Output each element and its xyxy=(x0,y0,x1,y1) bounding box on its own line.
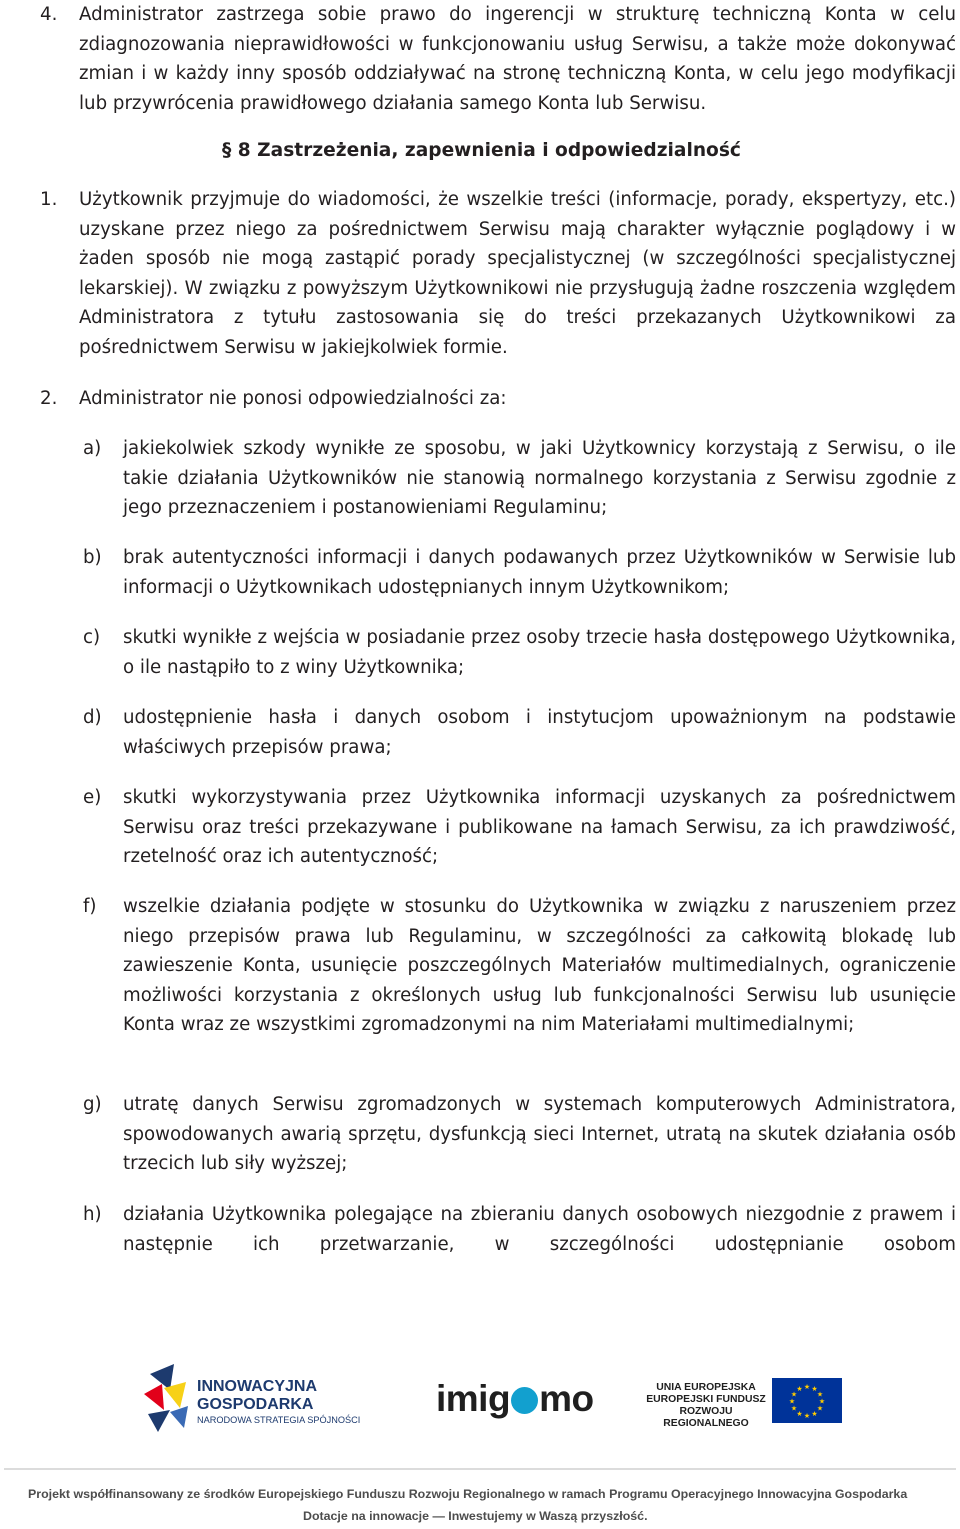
paragraph-text: Administrator nie ponosi odpowiedzialności za: xyxy=(79,388,507,409)
imigomo-dot-icon xyxy=(511,1387,538,1414)
imigomo-text-part-1: imig xyxy=(436,1378,511,1419)
svg-text:★: ★ xyxy=(796,1410,803,1418)
list-item-text: jakiekolwiek szkody wynikłe ze sposobu, w jaki Użytkownicy korzystają z Serwisu, o ile takie działania Użytkowników nie stanowią normalnego korzystania z Serwisu zgodnie z jego przeznaczeniem i postanowieniami Regulaminu; xyxy=(123,438,956,519)
list-item-b xyxy=(83,543,956,602)
eu-logo xyxy=(644,1378,844,1438)
paragraph-text: Użytkownik przyjmuje do wiadomości, że wszelkie treści (informacje, porady, ekspertyzy, etc.) uzyskane przez niego za pośrednictwem Serwisu mają charakter wyłącznie poglądowy i w żaden sposób nie mogą zastąpić porady specjalistycznej (w szczególności specjalistycznej lekarskiej). W związku z powyższym Użytkownikowi nie przysługują żadne roszczenia względem Administratora z tytułu zastosowania się do treści przekazanych Użytkownikowi za pośrednictwem Serwisu w jakiejkolwiek formie. xyxy=(79,189,956,358)
list-item-c xyxy=(83,623,956,682)
svg-text:★: ★ xyxy=(803,1412,811,1420)
footer-line-1: Projekt współfinansowany ze środków Europejskiego Funduszu Rozwoju Regionalnego w ramach Programu Operacyjnego Innowacyjna Gospodarka xyxy=(28,1487,908,1501)
list-item-label: e) xyxy=(83,787,102,808)
svg-text:★: ★ xyxy=(790,1404,798,1413)
svg-text:★: ★ xyxy=(796,1385,803,1393)
innowacyjna-line-2: GOSPODARKA xyxy=(197,1396,314,1413)
innowacyjna-line-1: INNOWACYJNA xyxy=(197,1378,318,1395)
list-item-d xyxy=(83,703,956,762)
imigomo-text-part-2: mo xyxy=(539,1378,594,1419)
paragraph-number: 1. xyxy=(40,189,58,210)
eu-text xyxy=(644,1382,768,1430)
list-item-e xyxy=(83,783,956,872)
eu-line-1: UNIA EUROPEJSKA xyxy=(656,1382,756,1393)
eu-flag-icon xyxy=(772,1378,842,1423)
paragraph-number: 2. xyxy=(40,388,58,409)
svg-text:★: ★ xyxy=(811,1385,818,1393)
list-item-text: działania Użytkownika polegające na zbieraniu danych osobowych niezgodnie z prawem i następnie ich przetwarzanie, w szczególności udostępnianie osobom xyxy=(123,1204,956,1255)
section-heading: § 8 Zastrzeżenia, zapewnienia i odpowiedzialność xyxy=(222,140,741,161)
list-item-text: utratę danych Serwisu zgromadzonych w systemach komputerowych Administratora, spowodowanych awarią sprzętu, dysfunkcją sieci Internet, utratą na skutek działania osób trzecich lub siły wyższej; xyxy=(123,1094,956,1175)
list-item-text: skutki wykorzystywania przez Użytkownika informacji uzyskanych za pośrednictwem Serwisu oraz treści przekazywane i publikowane na łamach Serwisu, za ich prawdziwość, rzetelność oraz ich autentyczność; xyxy=(123,787,956,868)
innowacyjna-gospodarka-logo xyxy=(140,1360,361,1435)
paragraph-1 xyxy=(40,185,956,363)
svg-text:★: ★ xyxy=(790,1390,798,1399)
svg-text:★: ★ xyxy=(803,1383,811,1391)
imigomo-logo xyxy=(436,1378,594,1420)
list-item-label: d) xyxy=(83,707,102,728)
eu-line-2: EUROPEJSKI FUNDUSZ xyxy=(646,1394,766,1405)
list-item-label: b) xyxy=(83,547,102,568)
logo-bar xyxy=(0,1360,960,1440)
paragraph-number: 4. xyxy=(40,4,58,25)
innowacyjna-gospodarka-emblem-icon xyxy=(140,1360,196,1436)
svg-text:★: ★ xyxy=(816,1390,824,1399)
list-item-f xyxy=(83,892,956,1040)
list-item-h xyxy=(83,1200,956,1259)
list-item-label: f) xyxy=(83,896,97,917)
eu-line-3: ROZWOJU REGIONALNEGO xyxy=(663,1406,749,1429)
list-item-label: a) xyxy=(83,438,102,459)
svg-text:★: ★ xyxy=(811,1410,818,1418)
list-item-label: g) xyxy=(83,1094,102,1115)
list-item-text: brak autentyczności informacji i danych podawanych przez Użytkowników w Serwisie lub informacji o Użytkownikach udostępnianych innym Użytkownikom; xyxy=(123,547,956,598)
list-item-label: h) xyxy=(83,1204,102,1225)
footer-line-2: Dotacje na innowacje — Inwestujemy w Waszą przyszłość. xyxy=(303,1509,648,1523)
list-item-a xyxy=(83,434,956,523)
innowacyjna-line-3: NARODOWA STRATEGIA SPÓJNOŚCI xyxy=(197,1415,361,1425)
paragraph-text: Administrator zastrzega sobie prawo do ingerencji w strukturę techniczną Konta w celu zdiagnozowania nieprawidłowości w funkcjonowaniu usług Serwisu, a także może dokonywać zmian i w każdy inny sposób oddziaływać na stronę techniczną Konta, w celu jego modyfikacji lub przywrócenia prawidłowego działania samego Konta lub Serwisu. xyxy=(79,4,956,114)
paragraph-2 xyxy=(40,384,507,414)
svg-text:★: ★ xyxy=(816,1404,824,1413)
list-item-text: wszelkie działania podjęte w stosunku do Użytkownika w związku z naruszeniem przez niego przepisów prawa lub Regulaminu, w szczególności za całkowitą blokadę lub zawieszenie Konta, usunięcie poszczególnych Materiałów multimedialnych, ograniczenie możliwości korzystania z określonych usług lub funkcjonalności Serwisu lub usunięcie Konta wraz ze wszystkimi zgromadzonymi na nim Materiałami multimedialnymi; xyxy=(123,896,956,1036)
svg-text:★: ★ xyxy=(818,1397,826,1406)
list-item-text: skutki wynikłe z wejścia w posiadanie przez osoby trzecie hasła dostępowego Użytkownika, o ile nastąpiło to z winy Użytkownika; xyxy=(123,627,956,678)
list-item-label: c) xyxy=(83,627,101,648)
list-item-g xyxy=(83,1090,956,1179)
footer-divider xyxy=(4,1468,956,1470)
paragraph-4 xyxy=(40,0,956,118)
svg-text:★: ★ xyxy=(788,1397,796,1406)
list-item-text: udostępnienie hasła i danych osobom i instytucjom upoważnionym na podstawie właściwych przepisów prawa; xyxy=(123,707,956,758)
